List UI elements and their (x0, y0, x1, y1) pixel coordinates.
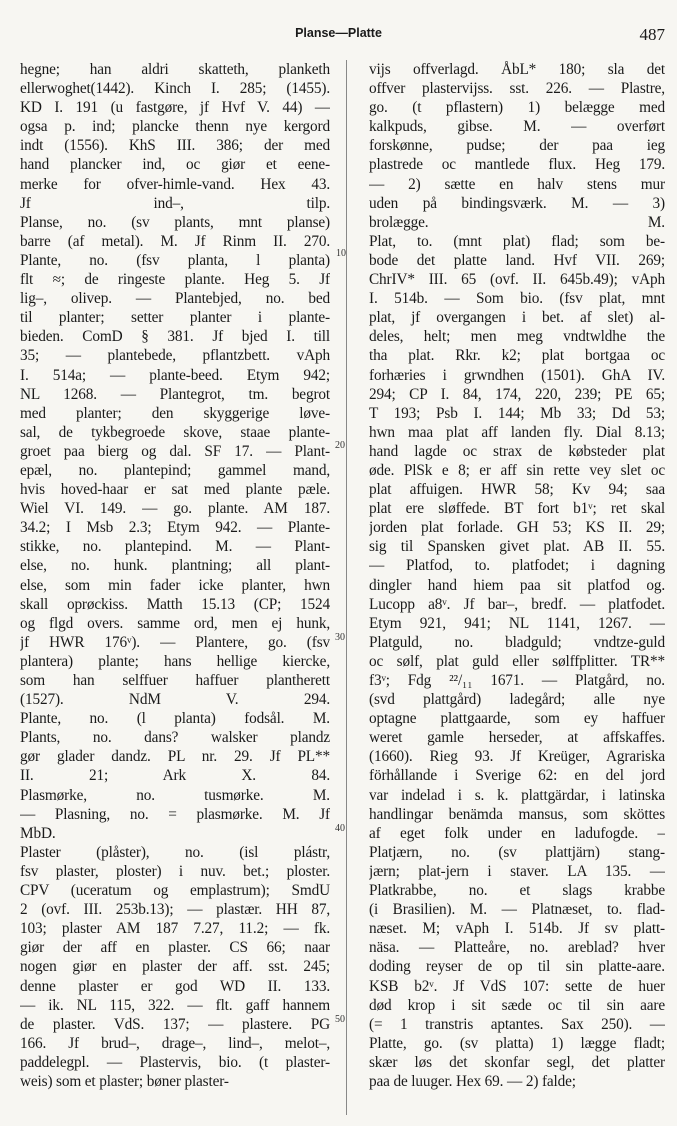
page-header (0, 0, 677, 48)
text-line: förhållande i Sverige 62: en del jord (369, 767, 665, 785)
text-line: offver plastervijss. sst. 226. — Plastre, (369, 80, 665, 98)
text-line: hand plancker ind, oc giør et eene- (20, 156, 330, 174)
text-line: giør der aff en plaster. CS 66; naar (20, 939, 330, 957)
text-line: epæl, no. plantepind; gammel mand, (20, 461, 330, 479)
text-line: indt (1556). KhS III. 386; der med (20, 137, 330, 155)
line-number: 30 (335, 632, 345, 643)
text-line: uden på bindingsværk. M. — 3) (369, 194, 665, 212)
text-line: ogsa p. ind; plancke thenn nye kergord (20, 118, 330, 136)
line-number: 50 (335, 1014, 345, 1025)
text-line: nogen giør en plaster der aff. sst. 245; (20, 958, 330, 976)
text-line: Platkrabbe, no. et slags krabbe (369, 882, 665, 900)
text-line: øde. PlSk e 8; er aff sin rette vey slet oc (369, 461, 665, 479)
text-line: deles, helt; men meg vndtwldhe the (369, 328, 665, 346)
text-line: hand lagde oc strax de købsteder plat (369, 442, 665, 460)
text-line: plat affuigen. HWR 58; Kv 94; saa (369, 481, 665, 499)
text-line: forskønne, pudse; der paa ieg (369, 137, 665, 155)
text-line: KD I. 191 (u fastgøre, jf Hvf V. 44) — (20, 99, 330, 117)
text-line: paa de luuger. Hex 69. — 2) falde; (369, 1072, 576, 1090)
text-line: II. 21; Ark X. 84. (20, 767, 330, 785)
text-line: — ik. NL 115, 322. — flt. gaff hannem (20, 996, 330, 1014)
text-line: handlingar benämda mansus, som sköttes (369, 805, 665, 823)
text-line: vijs offverlagd. ÅbL* 180; sla det (369, 61, 665, 78)
text-line: Plante, no. (l planta) fodsål. M. (20, 710, 330, 728)
text-line: else, som min fader icke planter, hwn (20, 576, 330, 594)
text-line: Lucopp a8ᵛ. Jf bar–, bredf. — platfodet. (369, 595, 665, 613)
running-head: Planse—Platte (295, 26, 382, 40)
text-line: — 2) sætte en halv stens mur (369, 175, 665, 193)
page-number: 487 (639, 25, 665, 44)
text-line: fsv plaster, ploster) i nuv. bet.; ploster. (20, 862, 330, 880)
text-line: I. 514b. — Som bio. (fsv plat, mnt (369, 290, 665, 308)
text-line: paddelegpl. — Plastervis, bio. (t plaster- (20, 1053, 330, 1071)
left-column (20, 60, 330, 1091)
text-line: 294; CP I. 84, 174, 220, 239; PE 65; (369, 385, 665, 403)
text-line: flt ≈; de ringeste plante. Heg 5. Jf (20, 271, 330, 289)
text-line: plantera) plante; hans hellige kiercke, (20, 652, 330, 670)
text-line: dingler hand hiem paa sit platfod og. (369, 576, 665, 594)
text-line: Etym 921, 941; NL 1141, 1267. — (369, 614, 665, 632)
text-line: merke for ofver-himle-vand. Hex 43. (20, 175, 330, 193)
text-line: oc sølf, plat guld eller sølffplitter. TR** (369, 652, 665, 670)
text-line: plastrede oc mantlede flux. Heg 179. (369, 156, 665, 174)
text-line: bode det platte land. Hvf VII. 269; (369, 251, 665, 269)
text-line: bieden. ComD § 381. Jf bjed I. till (20, 328, 330, 346)
text-line: NL 1268. — Plantegrot, tm. begrot (20, 385, 330, 403)
text-line: f3ᵛ; Fdg ²²/₁₁ 1671. — Platgård, no. (369, 672, 665, 689)
text-line: (1660). Rieg 93. Jf Kreüger, Agrariska (369, 748, 665, 766)
text-line: var indelad i s. k. plattgärdar, i latinska (369, 786, 665, 804)
text-line: (i Brasilien). M. — Platnæset, to. flad- (369, 901, 665, 919)
text-line: Platte, go. (sv platta) 1) lægge fladt; (369, 1034, 665, 1052)
text-line: 2 (ovf. III. 253b.13); — plastær. HH 87, (20, 901, 330, 919)
text-line: KSB b2ᵛ. Jf VdS 107: sette de huer (369, 977, 665, 995)
text-line: jf HWR 176ᵛ). — Plantere, go. (fsv (20, 633, 330, 651)
text-line: lig–, olivep. — Plantebjed, no. bed (20, 290, 330, 308)
text-line: Platjærn, no. (sv plattjärn) stang- (369, 843, 665, 861)
text-line: Wiel VI. 149. — go. plante. AM 187. (20, 500, 330, 518)
text-line: MbD. (20, 824, 56, 842)
text-line: — Platfod, to. platfodet; i dagning (369, 557, 665, 575)
text-line: else, no. hunk. plantning; all plant- (20, 557, 330, 575)
text-line: weret gamle herseder, at affskaffes. (369, 729, 665, 747)
right-column (369, 60, 665, 1091)
text-line: optagne plattgaarde, som ey haffuer (369, 710, 665, 728)
text-line: weis) som et plaster; bøner plaster- (20, 1072, 229, 1090)
text-line: — Plasning, no. = plasmørke. M. Jf (20, 805, 330, 823)
text-line: død krop i sit sæde oc til sin aare (369, 996, 665, 1014)
text-line: ellerwoghet(1442). Kinch I. 285; (1455). (20, 80, 330, 98)
line-number: 20 (335, 440, 345, 451)
text-line: I. 514a; — plante-beed. Etym 942; (20, 366, 330, 384)
text-line: stikke, no. plantepind. M. — Plant- (20, 538, 330, 556)
text-line: Plasmørke, no. tusmørke. M. (20, 786, 330, 804)
text-line: 166. Jf brud–, drage–, lind–, melot–, (20, 1034, 330, 1052)
text-line: Plaster (plåster), no. (isl plástr, (20, 843, 330, 861)
line-number: 40 (335, 823, 345, 834)
text-line: näsa. — Platteåre, no. areblad? hver (369, 939, 665, 957)
text-line: brolægge. M. (369, 213, 665, 231)
text-line: groet paa bierg og dal. SF 17. — Plant- (20, 442, 330, 460)
text-line: gør glader dandz. PL nr. 29. Jf PL** (20, 748, 330, 766)
text-line: næset. M; vAph I. 514b. Jf sv platt- (369, 920, 665, 938)
text-line: (1527). NdM V. 294. (20, 691, 330, 709)
text-line: med planter; den skyggerige løve- (20, 404, 330, 422)
text-line: plat, jf overgangen i bet. af slet) al- (369, 309, 665, 327)
text-line: kalkpuds, gibse. M. — overført (369, 118, 665, 136)
text-line: tha plat. Rkr. k2; plat bortgaa oc (369, 347, 665, 365)
text-line: sal, de tykbegroede skove, staae plante- (20, 423, 330, 441)
text-line: jærn; plat-jern i staver. LA 135. — (369, 862, 665, 880)
text-line: T 193; Psb I. 144; Mb 33; Dd 53; (369, 404, 665, 422)
text-line: jorden plat forlade. GH 53; KS II. 29; (369, 519, 665, 537)
text-line: denne plaster er god WD II. 133. (20, 977, 330, 995)
text-line: Plants, no. dans? walsker plandz (20, 729, 330, 747)
text-line: Jf ind–, tilp. (20, 194, 330, 212)
line-number: 10 (336, 248, 346, 259)
text-line: skær løs det skonfar segl, det platter (369, 1053, 665, 1071)
text-line: ChrIV* III. 65 (ovf. II. 645b.49); vAph (369, 271, 665, 289)
column-divider (346, 60, 347, 1115)
text-line: af eget folk under en ladufogde. – (369, 824, 665, 842)
text-line: hwn maa plat aff landen fly. Dial 8.13; (369, 423, 665, 441)
text-line: go. (t pflastern) 1) belægge med (369, 99, 665, 117)
text-line: hegne; han aldri skatteth, planketh (20, 61, 330, 78)
text-line: CPV (uceratum og emplastrum); SmdU (20, 882, 330, 900)
text-line: (= 1 transtris aptantes. Sax 250). — (369, 1015, 665, 1033)
text-line: 103; plaster AM 187 7.27, 11.2; — fk. (20, 920, 330, 938)
text-line: de plaster. VdS. 137; — plastere. PG (20, 1015, 330, 1033)
text-line: hvis hoved-haar er sat med plante pæle. (20, 481, 330, 499)
text-line: barre (af metal). M. Jf Rinm II. 270. (20, 232, 330, 250)
text-line: sig til Spansken givet plat. AB II. 55. (369, 538, 665, 556)
text-line: Plat, to. (mnt plat) flad; som be- (369, 232, 665, 250)
text-line: til planter; setter planter i plante- (20, 309, 330, 327)
text-line: 34.2; I Msb 2.3; Etym 942. — Plante- (20, 519, 330, 537)
text-line: som han selffuer haffuer plantherett (20, 672, 330, 689)
text-line: Planse, no. (sv plants, mnt planse) (20, 213, 330, 231)
text-line: doding reyser de op til sin platte-aare. (369, 958, 665, 976)
text-line: 35; — plantebede, pflantzbett. vAph (20, 347, 330, 365)
text-line: og flgd overs. samme ord, men ej hunk, (20, 614, 330, 632)
text-line: Plante, no. (fsv planta, l planta) (20, 251, 330, 269)
text-line: skall oprøckiss. Matth 15.13 (CP; 1524 (20, 595, 330, 613)
text-line: (svd plattgård) ladegård; alle nye (369, 691, 665, 709)
text-line: forhæries i grwndhen (1501). GhA IV. (369, 366, 665, 384)
text-line: plat ere sløffede. BT fort b1ᵛ; ret skal (369, 500, 665, 518)
text-line: Platguld, no. bladguld; vndtze-guld (369, 633, 665, 651)
